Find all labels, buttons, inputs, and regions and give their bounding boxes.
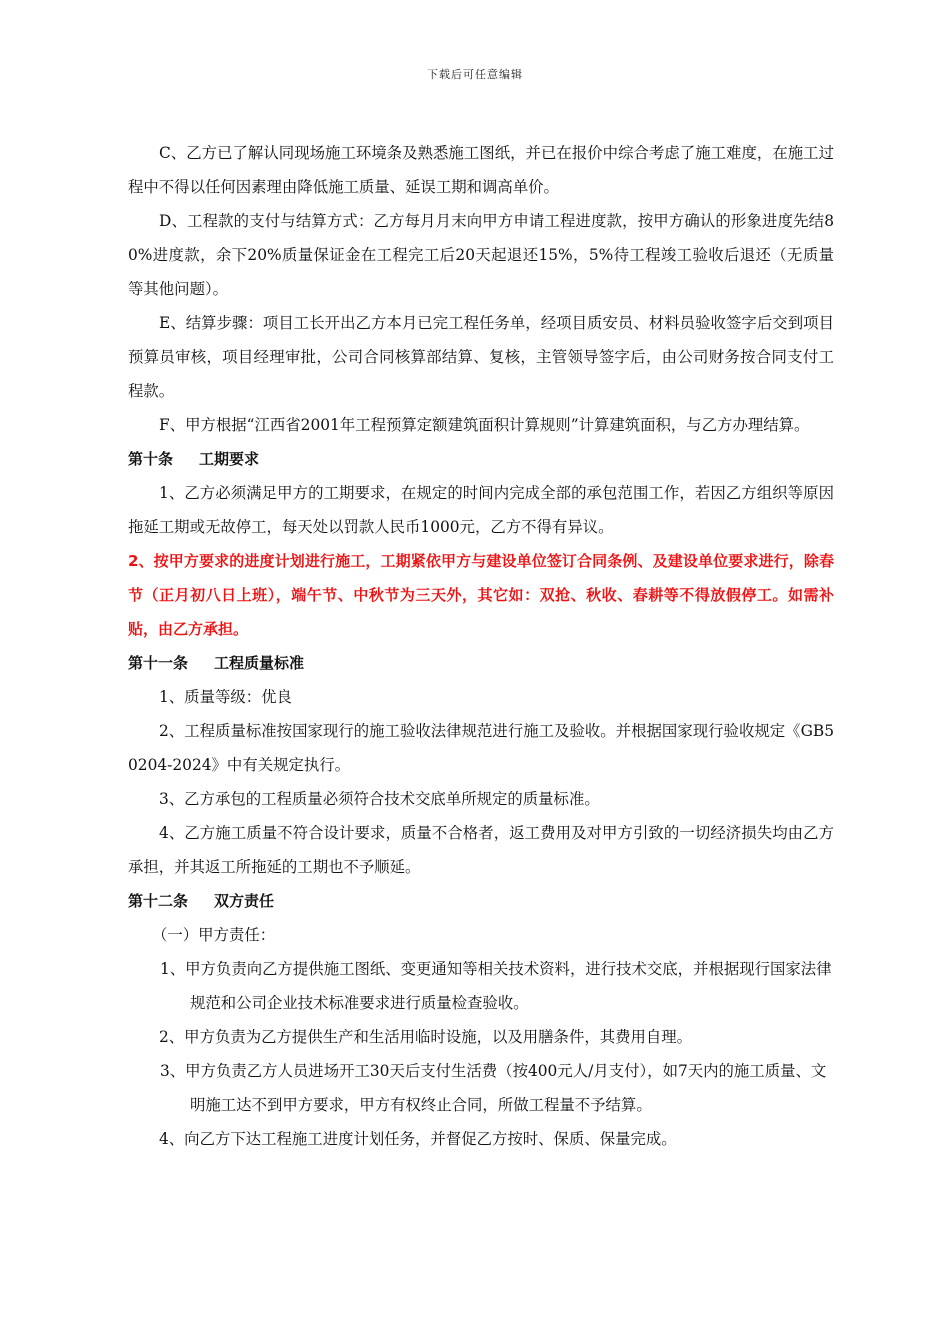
article-11-title: 工程质量标准 [214,654,305,672]
article-10-number: 第十条 [128,450,174,468]
article-10-heading [128,442,834,476]
article-10-title: 工期要求 [199,450,260,468]
article-11-item-3: 3、乙方承包的工程质量必须符合技术交底单所规定的质量标准。 [159,790,600,808]
article-11-item-2: 2、工程质量标准按国家现行的施工验收法律规范进行施工及验收。并根据国家现行验收规定《GB50204-2024》中有关规定执行。 [128,722,834,774]
paragraph-f: F、甲方根据“江西省2001年工程预算定额建筑面积计算规则”计算建筑面积，与乙方办理结算。 [159,416,810,434]
paragraph-e: E、结算步骤：项目工长开出乙方本月已完工程任务单，经项目质安员、材料员验收签字后交到项目预算员审核，项目经理审批，公司合同核算部结算、复核，主管领导签字后，由公司财务按合同支付工程款。 [128,314,834,400]
article-11-number: 第十一条 [128,654,189,672]
article-12-subheading: （一）甲方责任： [152,926,276,944]
document-body [128,136,834,1156]
article-12-number: 第十二条 [128,892,189,910]
page-header: 下载后可任意编辑 [427,68,523,81]
article-12-item-3: 3、甲方负责乙方人员进场开工30天后支付生活费（按400元人/月支付），如7天内的施工质量、文明施工达不到甲方要求，甲方有权终止合同，所做工程量不予结算。 [160,1062,827,1114]
article-10-item-2: 2、按甲方要求的进度计划进行施工，工期紧依甲方与建设单位签订合同条例、及建设单位要求进行，除春节（正月初八日上班），端午节、中秋节为三天外，其它如：双抢、秋收、春耕等不得放假停工。如需补贴，由乙方承担。 [128,552,834,638]
article-12-title: 双方责任 [214,892,275,910]
article-12-item-2: 2、甲方负责为乙方提供生产和生活用临时设施，以及用膳条件，其费用自理。 [159,1028,693,1046]
article-12-item-1: 1、甲方负责向乙方提供施工图纸、变更通知等相关技术资料，进行技术交底，并根据现行国家法律规范和公司企业技术标准要求进行质量检查验收。 [160,960,832,1012]
article-11-item-4: 4、乙方施工质量不符合设计要求，质量不合格者，返工费用及对甲方引致的一切经济损失均由乙方承担，并其返工所拖延的工期也不予顺延。 [128,824,834,876]
article-11-item-1: 1、质量等级：优良 [159,688,292,706]
article-11-heading [128,646,834,680]
paragraph-d: D、工程款的支付与结算方式：乙方每月月末向甲方申请工程进度款，按甲方确认的形象进度先结80%进度款，余下20%质量保证金在工程完工后20天起退还15%，5%待工程竣工验收后退还（无质量等其他问题）。 [128,212,834,298]
paragraph-c: C、乙方已了解认同现场施工环境条及熟悉施工图纸，并已在报价中综合考虑了施工难度，在施工过程中不得以任何因素理由降低施工质量、延误工期和调高单价。 [128,144,834,196]
article-12-item-4: 4、向乙方下达工程施工进度计划任务，并督促乙方按时、保质、保量完成。 [159,1130,677,1148]
article-10-item-1: 1、乙方必须满足甲方的工期要求，在规定的时间内完成全部的承包范围工作，若因乙方组织等原因拖延工期或无故停工，每天处以罚款人民币1000元，乙方不得有异议。 [128,484,834,536]
article-12-heading [128,884,834,918]
